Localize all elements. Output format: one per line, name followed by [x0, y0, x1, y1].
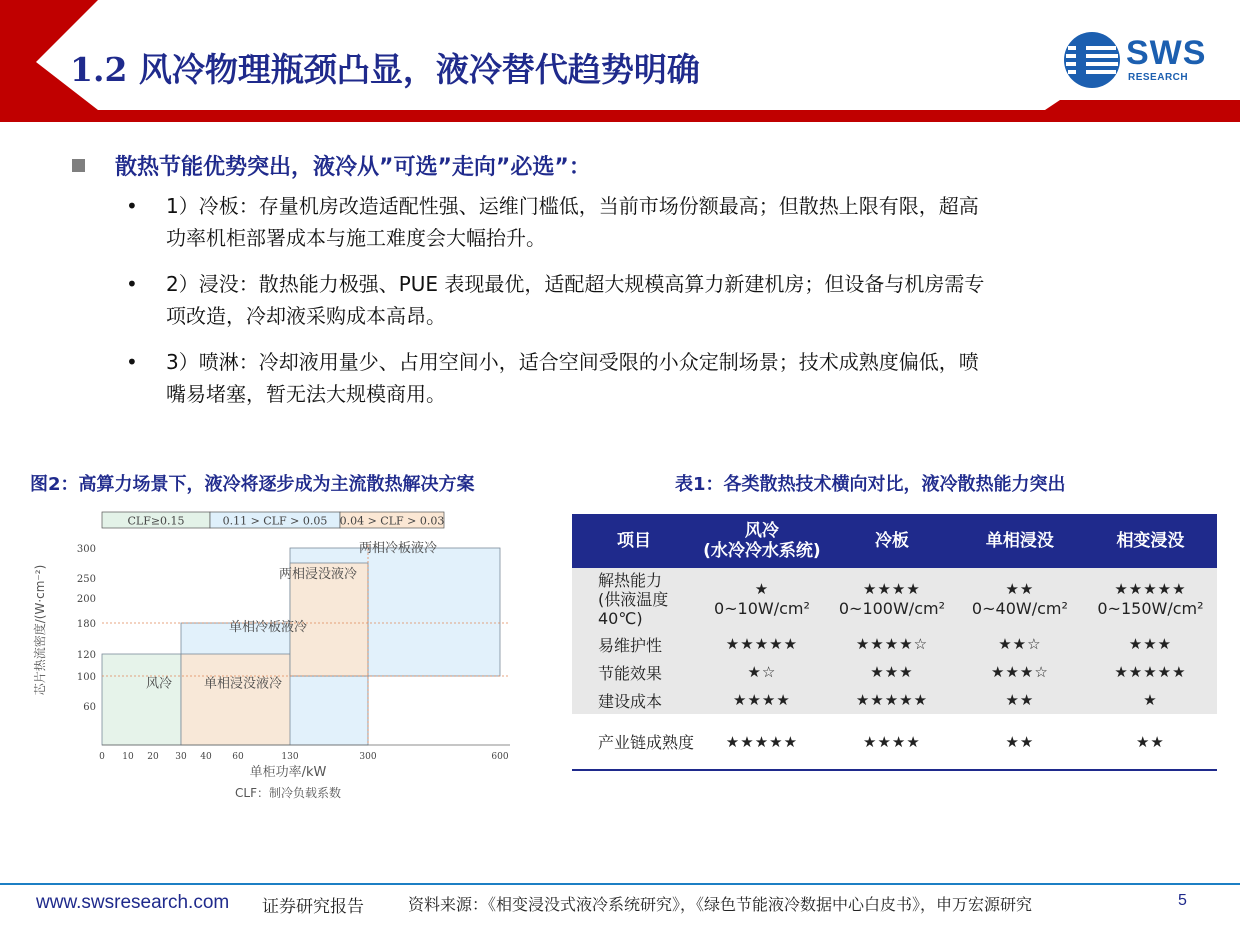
- star-rating: ★★★★★: [1114, 580, 1187, 598]
- table-row: [572, 658, 1217, 686]
- table-header-cell: 项目: [572, 514, 696, 568]
- y-tick-label: 100: [76, 672, 96, 683]
- bullet-text-line: 2）浸没：散热能力极强、PUE 表现最优，适配超大规模高算力新建机房；但设备与机房需专: [166, 272, 985, 296]
- row-header-line: 产业链成熟度: [598, 733, 695, 752]
- row-header-line: 建设成本: [598, 691, 663, 711]
- y-tick-label: 300: [76, 544, 96, 555]
- bullet-item: [70, 190, 1170, 254]
- region-label: 两相浸没液冷: [278, 567, 358, 582]
- star-rating: ★★★★★: [725, 732, 799, 751]
- table-header-line: (水冷冷水系统): [703, 541, 821, 561]
- y-tick-label: 120: [76, 650, 96, 661]
- star-rating: ★★★★★: [725, 635, 799, 653]
- section-heading: [70, 148, 1180, 182]
- table-cell: [828, 714, 956, 770]
- chart-region: [181, 654, 290, 745]
- y-axis-label: 芯片热流密度/(W·cm⁻²): [33, 564, 47, 696]
- bullet-text-line: 项改造，冷却液采购成本高昂。: [166, 304, 446, 328]
- star-rating: ★★★★☆: [855, 635, 929, 653]
- square-bullet-icon: [72, 159, 85, 172]
- footer-source: 资料来源：《相变浸没式液冷系统研究》，《绿色节能液冷数据中心白皮书》，申万宏源研究: [408, 895, 1033, 914]
- bullet-text-line: 3）喷淋：冷却液用量少、占用空间小，适合空间受限的小众定制场景；技术成熟度偏低，喷: [166, 350, 979, 374]
- table-header-cell: 冷板: [828, 514, 956, 568]
- table-header-cell: 相变浸没: [1084, 514, 1217, 568]
- table-cell: [956, 658, 1084, 686]
- star-rating: ★★★★: [863, 580, 921, 598]
- region-label: 两相冷板液冷: [358, 541, 438, 556]
- table-cell: [696, 630, 828, 658]
- row-header-line: 节能效果: [598, 663, 663, 683]
- table-row: [572, 568, 1217, 630]
- table-cell: [956, 686, 1084, 714]
- legend-label: CLF≥0.15: [127, 514, 185, 528]
- cell-value: 0~40W/cm²: [971, 599, 1068, 618]
- y-tick-label: 250: [76, 574, 96, 585]
- page-number: 5: [1178, 892, 1187, 909]
- footer-report-label: 证券研究报告: [262, 897, 364, 917]
- table-cell: [696, 686, 828, 714]
- comparison-table: [572, 514, 1217, 771]
- table-cell: [828, 568, 956, 630]
- row-header-line: 解热能力: [598, 570, 663, 590]
- bullet-dot-icon: •: [126, 194, 138, 218]
- sws-logo: [1062, 30, 1212, 90]
- x-tick-label: 40: [200, 752, 212, 762]
- star-rating: ★★: [1135, 732, 1165, 751]
- x-tick-label: 60: [232, 752, 244, 762]
- table-header-row: [572, 514, 1217, 568]
- sws-logo-icon: [1062, 30, 1122, 90]
- star-rating: ★★: [1005, 691, 1035, 709]
- table-cell: [828, 686, 956, 714]
- star-rating: ★★: [1005, 580, 1035, 598]
- star-rating: ★★★: [870, 663, 914, 681]
- x-tick-label: 600: [491, 752, 509, 762]
- cell-value: 0~150W/cm²: [1097, 599, 1204, 618]
- x-tick-label: 300: [359, 752, 377, 762]
- y-tick-label: 200: [76, 594, 96, 605]
- star-rating: ★★★: [1128, 635, 1173, 653]
- star-rating: ★★★★★: [1114, 663, 1187, 681]
- bullet-item: [70, 346, 1170, 410]
- table-cell: [956, 714, 1084, 770]
- star-rating: ★★★☆: [991, 663, 1049, 681]
- table-header-line: 风冷: [744, 521, 779, 541]
- row-header-line: (供液温度: [598, 589, 669, 609]
- summary-section: [70, 148, 1180, 424]
- star-rating: ★★★★: [863, 732, 921, 751]
- region-label: 风冷: [145, 676, 173, 692]
- region-label: 单相浸没液冷: [203, 676, 283, 692]
- table-cell: [696, 714, 828, 770]
- x-tick-label: 30: [175, 752, 187, 762]
- table-row: [572, 714, 1217, 770]
- x-tick-label: 0: [99, 752, 105, 762]
- cooling-regions-chart: [30, 505, 550, 810]
- footer-divider: [0, 883, 1240, 885]
- table-row: [572, 630, 1217, 658]
- bullet-text-line: 功率机柜部署成本与施工难度会大幅抬升。: [166, 226, 546, 250]
- table-cell: [956, 568, 1084, 630]
- y-tick-label: 60: [83, 702, 96, 713]
- table-row: [572, 686, 1217, 714]
- bullet-item: [70, 268, 1170, 332]
- x-tick-label: 10: [122, 752, 134, 762]
- y-tick-label: 180: [76, 619, 96, 630]
- bullet-dot-icon: •: [126, 350, 138, 374]
- star-rating: ★★: [1005, 732, 1035, 751]
- footer-url-link[interactable]: www.swsresearch.com: [36, 892, 230, 913]
- legend-label: 0.04 > CLF > 0.03: [339, 514, 445, 528]
- star-rating: ★★☆: [998, 635, 1042, 653]
- table-header-cell: [696, 514, 828, 568]
- cell-value: 0~100W/cm²: [838, 599, 945, 618]
- bullet-text-line: 1）冷板：存量机房改造适配性强、运维门槛低，当前市场份额最高；但散热上限有限，超高: [166, 194, 979, 218]
- x-tick-label: 130: [281, 752, 299, 762]
- table-cell: [1084, 714, 1217, 770]
- figure-caption: 图2：高算力场景下，液冷将逐步成为主流散热解决方案: [30, 474, 475, 495]
- star-rating: ★: [1143, 691, 1158, 709]
- table-cell: [1084, 658, 1217, 686]
- star-rating: ★★★★★: [855, 691, 929, 709]
- row-header-line: 40℃): [598, 608, 643, 628]
- logo-subtext: RESEARCH: [1128, 72, 1189, 83]
- x-tick-label: 20: [147, 752, 159, 762]
- row-header-line: 易维护性: [598, 635, 663, 655]
- table-cell: [828, 658, 956, 686]
- table-caption: 表1：各类散热技术横向对比，液冷散热能力突出: [675, 474, 1066, 495]
- x-axis-label: 单柜功率/kW: [249, 765, 327, 780]
- star-rating: ★: [754, 580, 770, 598]
- cell-value: 0~10W/cm²: [713, 599, 810, 618]
- logo-text: SWS: [1126, 34, 1207, 72]
- table-row-header: [572, 686, 696, 714]
- table-row-header: [572, 568, 696, 630]
- table-cell: [1084, 630, 1217, 658]
- table-cell: [696, 568, 828, 630]
- table-row-header: [572, 630, 696, 658]
- table-cell: [956, 630, 1084, 658]
- table-row-header: [572, 658, 696, 686]
- table-header-cell: 单相浸没: [956, 514, 1084, 568]
- page-title: 1.2 风冷物理瓶颈凸显，液冷替代趋势明确: [70, 50, 700, 89]
- table-cell: [1084, 686, 1217, 714]
- table-cell: [1084, 568, 1217, 630]
- star-rating: ★☆: [747, 663, 777, 681]
- table-row-header: [572, 714, 696, 770]
- table-cell: [696, 658, 828, 686]
- bullet-dot-icon: •: [126, 272, 138, 296]
- chart-note: CLF：制冷负载系数: [235, 786, 341, 800]
- section-heading-text: 散热节能优势突出，液冷从”可选”走向”必选”：: [115, 154, 591, 180]
- bullet-text-line: 嘴易堵塞，暂无法大规模商用。: [166, 382, 446, 406]
- star-rating: ★★★★: [733, 691, 791, 709]
- table-cell: [828, 630, 956, 658]
- region-label: 单相冷板液冷: [228, 619, 308, 635]
- legend-label: 0.11 > CLF > 0.05: [222, 514, 328, 528]
